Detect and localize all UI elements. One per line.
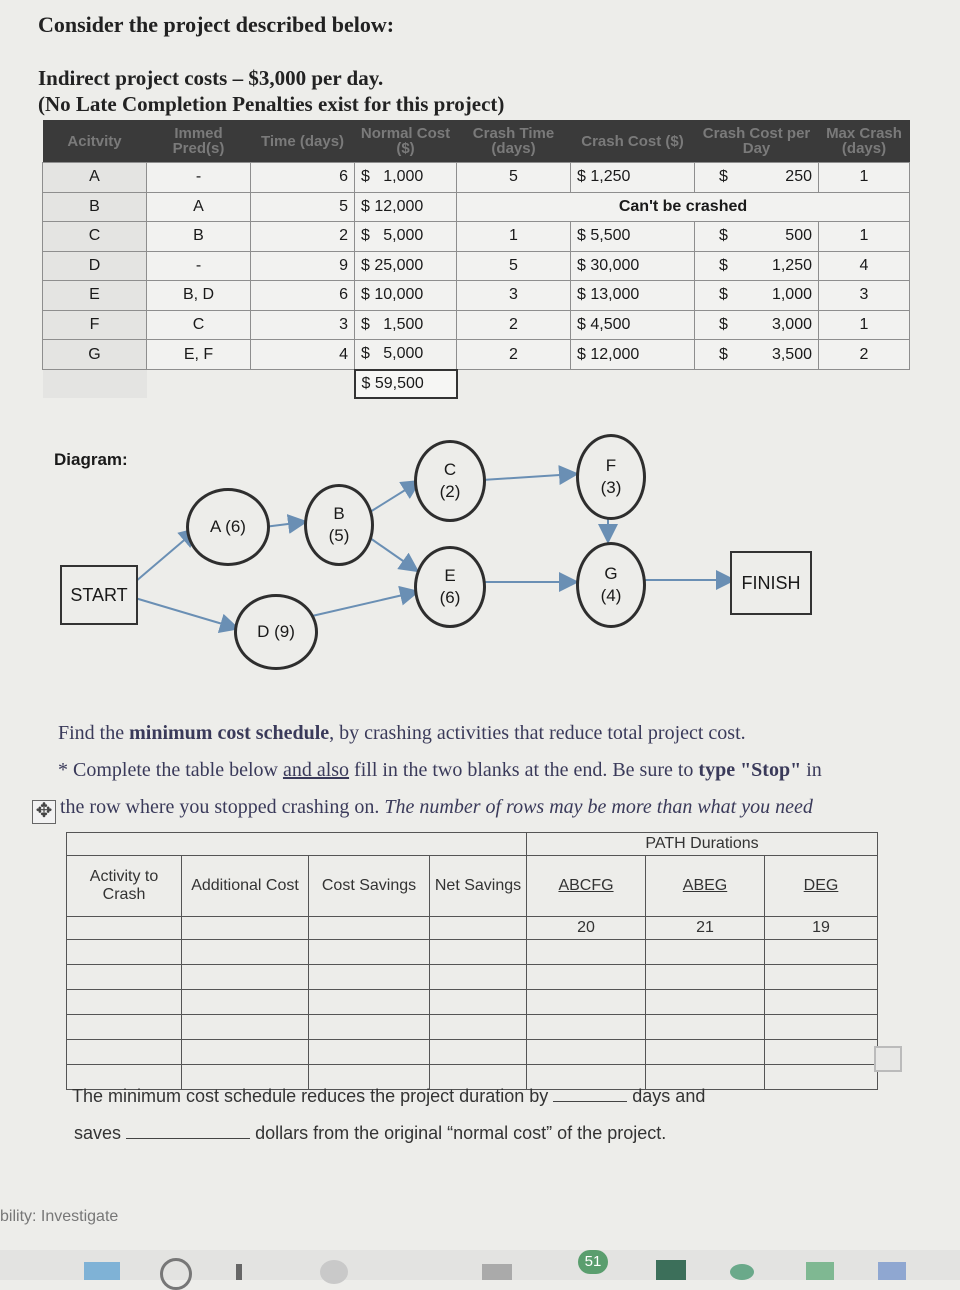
- table-row[interactable]: [67, 1015, 878, 1040]
- col-header-path: ABEG: [646, 856, 765, 917]
- col-header: Cost Savings: [309, 856, 430, 917]
- input-cell[interactable]: [182, 917, 309, 940]
- cell-activity: B: [43, 192, 147, 222]
- text: in: [801, 759, 822, 781]
- arrow-b-c: [370, 482, 418, 512]
- input-cell[interactable]: [182, 965, 309, 990]
- node-b: [304, 484, 374, 566]
- arrow-start-d: [135, 598, 236, 628]
- input-cell[interactable]: [309, 940, 430, 965]
- input-cell[interactable]: [182, 1015, 309, 1040]
- input-cell[interactable]: [646, 965, 765, 990]
- crash-table-header: [67, 856, 878, 917]
- cell-activity: F: [43, 310, 147, 340]
- days-blank[interactable]: [553, 1101, 627, 1102]
- table-row: [43, 222, 910, 252]
- cell-crash-time: 5: [457, 163, 571, 193]
- node-b-time: (5): [328, 526, 350, 545]
- table-row[interactable]: [67, 965, 878, 990]
- cell-crash-time: 3: [457, 281, 571, 311]
- project-table-header: [43, 120, 910, 163]
- node-a: [186, 488, 270, 566]
- dollar-sign: $: [719, 315, 728, 333]
- input-cell[interactable]: [309, 1015, 430, 1040]
- finish-node: [730, 551, 812, 615]
- table-row[interactable]: [67, 1040, 878, 1065]
- per-day-value: 3,500: [771, 345, 812, 363]
- input-cell[interactable]: [430, 1040, 527, 1065]
- input-cell[interactable]: [430, 990, 527, 1015]
- file-explorer-icon[interactable]: [482, 1264, 512, 1280]
- cell-crash-cost: $ 12,000: [571, 340, 695, 370]
- cell-time: 5: [251, 192, 355, 222]
- per-day-value: 500: [785, 227, 812, 245]
- node-c: [414, 440, 486, 522]
- input-cell[interactable]: [765, 990, 878, 1015]
- cell-time: 6: [251, 163, 355, 193]
- excel-icon[interactable]: [806, 1262, 834, 1280]
- input-cell[interactable]: [309, 1040, 430, 1065]
- input-cell[interactable]: [67, 940, 182, 965]
- cell-pred: -: [147, 163, 251, 193]
- per-day-value: 1,250: [771, 256, 812, 274]
- instruction-line-3: [60, 796, 813, 819]
- dollar-sign: $: [719, 168, 728, 186]
- blank-cell: [67, 833, 527, 856]
- input-cell[interactable]: [182, 1040, 309, 1065]
- node-a-label: A (6): [210, 517, 246, 536]
- text-italic: The number of rows may be more than what you need: [384, 796, 813, 818]
- duration-abeg: 21: [646, 917, 765, 940]
- dollar-sign: $: [719, 256, 728, 274]
- cell-pred: E, F: [147, 340, 251, 370]
- input-cell[interactable]: [67, 917, 182, 940]
- node-g: [576, 542, 646, 628]
- answer-sentence-2: [74, 1123, 666, 1144]
- input-cell[interactable]: [527, 965, 646, 990]
- per-day-value: 250: [785, 168, 812, 186]
- input-cell[interactable]: [765, 1065, 878, 1090]
- cell-pred: B, D: [147, 281, 251, 311]
- dollar-sign: $: [719, 286, 728, 304]
- input-cell[interactable]: [646, 990, 765, 1015]
- table-row: [43, 340, 910, 370]
- cell-crash-cost: $ 30,000: [571, 251, 695, 281]
- input-cell[interactable]: [646, 1040, 765, 1065]
- cell-max-crash: 1: [819, 163, 910, 193]
- cell-crash-time: 1: [457, 222, 571, 252]
- cell-cost-per-day: [695, 281, 819, 311]
- node-e: [414, 546, 486, 628]
- total-row: [43, 370, 910, 398]
- col-header: Activity to Crash: [67, 856, 182, 917]
- duration-deg: 19: [765, 917, 878, 940]
- table-resize-handle[interactable]: [874, 1046, 902, 1072]
- col-header: Crash Time (days): [457, 120, 571, 163]
- table-row[interactable]: [67, 940, 878, 965]
- node-c-time: (2): [439, 482, 461, 501]
- cell-crash-time: 5: [457, 251, 571, 281]
- cell-crash-note: Can't be crashed: [457, 192, 910, 222]
- input-cell[interactable]: [430, 940, 527, 965]
- text: Find the: [58, 722, 130, 744]
- node-e-name: E: [444, 566, 456, 585]
- node-c-name: C: [443, 460, 457, 479]
- text: , by crashing activities that reduce total project cost.: [329, 722, 746, 744]
- cell-time: 4: [251, 340, 355, 370]
- start-node: [60, 565, 138, 625]
- input-cell[interactable]: [430, 965, 527, 990]
- cell-activity: G: [43, 340, 147, 370]
- cell-pred: -: [147, 251, 251, 281]
- arrow-b-e: [370, 538, 416, 570]
- cell-activity: E: [43, 281, 147, 311]
- cell-crash-cost: $ 4,500: [571, 310, 695, 340]
- dollars-blank[interactable]: [126, 1138, 250, 1139]
- indirect-cost-note: Indirect project costs – $3,000 per day.: [38, 66, 384, 90]
- input-cell[interactable]: [67, 990, 182, 1015]
- node-d: [234, 594, 318, 670]
- instruction-line-1: [58, 722, 746, 745]
- input-cell[interactable]: [309, 917, 430, 940]
- cell-normal-cost: $ 10,000: [355, 281, 457, 311]
- arrow-d-e: [312, 592, 416, 616]
- col-header-path: ABCFG: [527, 856, 646, 917]
- input-cell[interactable]: [430, 1015, 527, 1040]
- input-cell[interactable]: [765, 1040, 878, 1065]
- cell-cost-per-day: [695, 340, 819, 370]
- cell-crash-cost: $ 5,500: [571, 222, 695, 252]
- input-cell[interactable]: [527, 1040, 646, 1065]
- edge-icon[interactable]: [320, 1260, 348, 1284]
- cell-activity: C: [43, 222, 147, 252]
- input-cell[interactable]: [182, 940, 309, 965]
- cell-cost-per-day: [695, 251, 819, 281]
- cell-normal-cost: $ 1,500: [355, 310, 457, 340]
- input-cell[interactable]: [309, 990, 430, 1015]
- cell-activity: D: [43, 251, 147, 281]
- arrow-a-b: [264, 522, 304, 527]
- answer-sentence-1: [72, 1086, 705, 1107]
- per-day-value: 1,000: [771, 286, 812, 304]
- finish-label: FINISH: [741, 572, 801, 593]
- node-f-time: (3): [600, 478, 622, 497]
- node-f: [576, 434, 646, 520]
- start-label: START: [70, 584, 128, 605]
- text: dollars from the original “normal cost” of the project.: [255, 1123, 667, 1143]
- page-title: Consider the project described below:: [38, 12, 395, 37]
- cell-time: 6: [251, 281, 355, 311]
- diagram-label: Diagram:: [54, 450, 128, 469]
- node-b-name: B: [333, 504, 345, 523]
- text: * Complete the table below: [58, 759, 283, 781]
- windows-icon[interactable]: [84, 1262, 120, 1280]
- table-row[interactable]: [67, 990, 878, 1015]
- table-row: [43, 310, 910, 340]
- cell-max-crash: 2: [819, 340, 910, 370]
- cell-pred: B: [147, 222, 251, 252]
- accessibility-status[interactable]: bility: Investigate: [0, 1208, 119, 1225]
- node-d-label: D (9): [257, 622, 295, 641]
- cell-activity: A: [43, 163, 147, 193]
- input-cell[interactable]: [182, 990, 309, 1015]
- initial-row: [67, 917, 878, 940]
- per-day-value: 3,000: [771, 315, 812, 333]
- col-header: Acitvity: [43, 120, 147, 163]
- node-f-name: F: [605, 456, 617, 475]
- instruction-line-2: [58, 759, 822, 782]
- text-bold: type "Stop": [698, 759, 802, 781]
- col-header: Net Savings: [430, 856, 527, 917]
- input-cell[interactable]: [67, 965, 182, 990]
- cell-normal-cost: $ 5,000: [355, 340, 457, 370]
- chrome-icon[interactable]: [730, 1264, 754, 1280]
- col-header: Crash Cost per Day: [695, 120, 819, 163]
- text: the row where you stopped crashing on.: [60, 796, 385, 818]
- input-cell[interactable]: [309, 965, 430, 990]
- path-durations-row: [67, 833, 878, 856]
- col-header: Normal Cost ($): [355, 120, 457, 163]
- cell-max-crash: 3: [819, 281, 910, 311]
- text-bold: minimum cost schedule: [129, 722, 330, 744]
- cell-normal-cost: $ 25,000: [355, 251, 457, 281]
- node-e-time: (6): [439, 588, 461, 607]
- notification-badge[interactable]: 51: [578, 1250, 608, 1274]
- input-cell[interactable]: [67, 1040, 182, 1065]
- table-row: [43, 163, 910, 193]
- app-icon[interactable]: [656, 1260, 686, 1280]
- taskbar: [0, 1250, 960, 1280]
- text: saves: [74, 1123, 122, 1143]
- table-row: [43, 192, 910, 222]
- col-header-path: DEG: [765, 856, 878, 917]
- input-cell[interactable]: [527, 940, 646, 965]
- cell-normal-cost: $ 12,000: [355, 192, 457, 222]
- cell-normal-cost: $ 5,000: [355, 222, 457, 252]
- cell-max-crash: 1: [819, 222, 910, 252]
- input-cell[interactable]: [430, 917, 527, 940]
- col-header: Crash Cost ($): [571, 120, 695, 163]
- col-header: Max Crash (days): [819, 120, 910, 163]
- cell-max-crash: 4: [819, 251, 910, 281]
- col-header: Additional Cost: [182, 856, 309, 917]
- arrow-c-f: [482, 474, 575, 480]
- table-row: [43, 281, 910, 311]
- input-cell[interactable]: [646, 1015, 765, 1040]
- input-cell[interactable]: [646, 940, 765, 965]
- cell-cost-per-day: [695, 310, 819, 340]
- node-g-name: G: [604, 564, 618, 583]
- cell-crash-cost: $ 13,000: [571, 281, 695, 311]
- cell-normal-cost: $ 1,000: [355, 163, 457, 193]
- cell-crash-cost: $ 1,250: [571, 163, 695, 193]
- crash-table[interactable]: [66, 832, 878, 1090]
- col-header: Immed Pred(s): [147, 120, 251, 163]
- input-cell[interactable]: [527, 1015, 646, 1040]
- cell-cost-per-day: [695, 222, 819, 252]
- cell-time: 9: [251, 251, 355, 281]
- text: The minimum cost schedule reduces the project duration by: [72, 1086, 549, 1106]
- move-handle-icon[interactable]: ✥: [32, 800, 56, 824]
- input-cell[interactable]: [527, 990, 646, 1015]
- col-header: Time (days): [251, 120, 355, 163]
- path-durations-label: PATH Durations: [527, 833, 878, 856]
- table-row: [43, 251, 910, 281]
- cell-time: 3: [251, 310, 355, 340]
- duration-abcfg: 20: [527, 917, 646, 940]
- cell-max-crash: 1: [819, 310, 910, 340]
- cell-crash-time: 2: [457, 310, 571, 340]
- cell-time: 2: [251, 222, 355, 252]
- dollar-sign: $: [719, 227, 728, 245]
- penalty-note: (No Late Completion Penalties exist for this project): [38, 92, 505, 116]
- cell-crash-time: 2: [457, 340, 571, 370]
- word-icon[interactable]: [878, 1262, 906, 1280]
- text: days and: [632, 1086, 706, 1106]
- search-icon[interactable]: [160, 1258, 192, 1290]
- input-cell[interactable]: [765, 1015, 878, 1040]
- cell-pred: A: [147, 192, 251, 222]
- text-underline: and also: [282, 759, 350, 781]
- cell-pred: C: [147, 310, 251, 340]
- input-cell[interactable]: [67, 1015, 182, 1040]
- task-view-icon[interactable]: [236, 1264, 242, 1280]
- dollar-sign: $: [719, 345, 728, 363]
- node-g-time: (4): [600, 586, 622, 605]
- text: fill in the two blanks at the end. Be sure to: [349, 759, 699, 781]
- total-normal-cost: $ 59,500: [355, 370, 457, 398]
- cell-cost-per-day: [695, 163, 819, 193]
- input-cell[interactable]: [765, 965, 878, 990]
- project-table: [42, 120, 910, 399]
- input-cell[interactable]: [765, 940, 878, 965]
